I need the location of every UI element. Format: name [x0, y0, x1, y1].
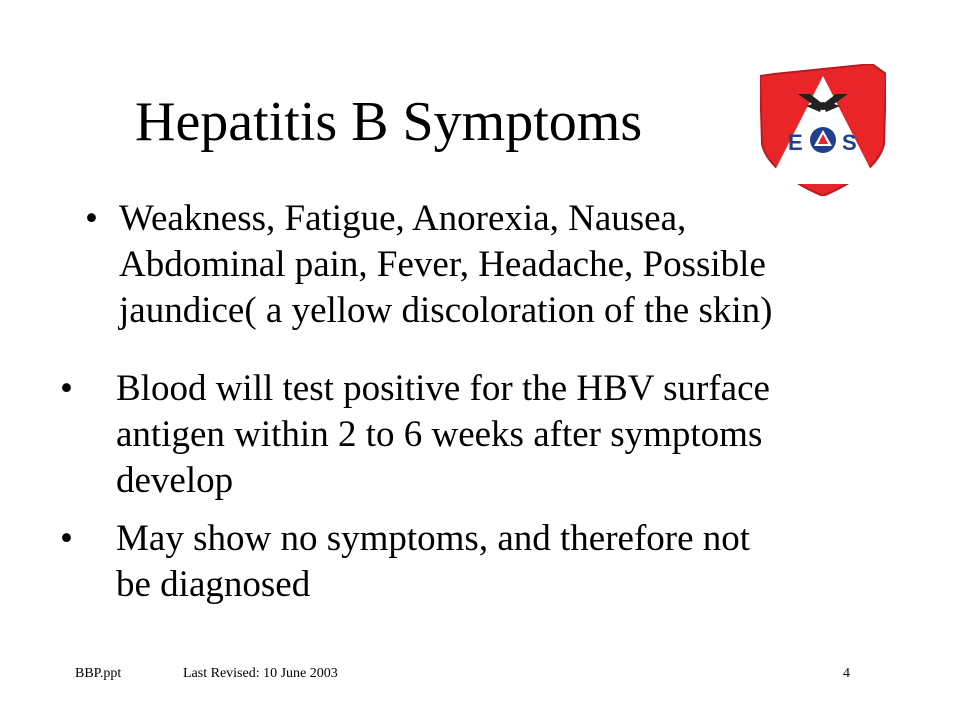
bullet-blood-test	[60, 366, 880, 516]
logo-letter-left: E	[788, 130, 803, 155]
bullet-line: Blood will test positive for the HBV surface	[116, 368, 770, 409]
bullet-text	[116, 366, 876, 504]
bullet-line: develop	[116, 460, 234, 501]
bullet-line: jaundice( a yellow discoloration of the skin)	[119, 290, 773, 331]
footer-filename: BBP.ppt	[75, 666, 122, 681]
bullet-no-symptoms	[60, 516, 880, 616]
bullet-dot: •	[60, 518, 73, 559]
bullet-line: Weakness, Fatigue, Anorexia, Nausea,	[119, 198, 687, 239]
bullet-dot: •	[85, 198, 98, 239]
es-shield-logo-icon	[760, 64, 886, 196]
bullet-symptoms	[85, 196, 875, 346]
slide-title: Hepatitis B Symptoms	[135, 91, 643, 153]
bullet-dot: •	[60, 368, 73, 409]
bullet-line: antigen within 2 to 6 weeks after symptoms	[116, 414, 763, 455]
footer-last-revised: Last Revised: 10 June 2003	[183, 666, 338, 681]
footer-page-number: 4	[843, 666, 850, 681]
bullet-text	[116, 516, 876, 608]
bullet-text	[119, 196, 879, 334]
center-emblem-icon	[810, 127, 836, 153]
logo-letter-right: S	[842, 130, 857, 155]
bullet-line: Abdominal pain, Fever, Headache, Possible	[119, 244, 766, 285]
bullet-line: be diagnosed	[116, 564, 311, 605]
bullet-line: May show no symptoms, and therefore not	[116, 518, 751, 559]
